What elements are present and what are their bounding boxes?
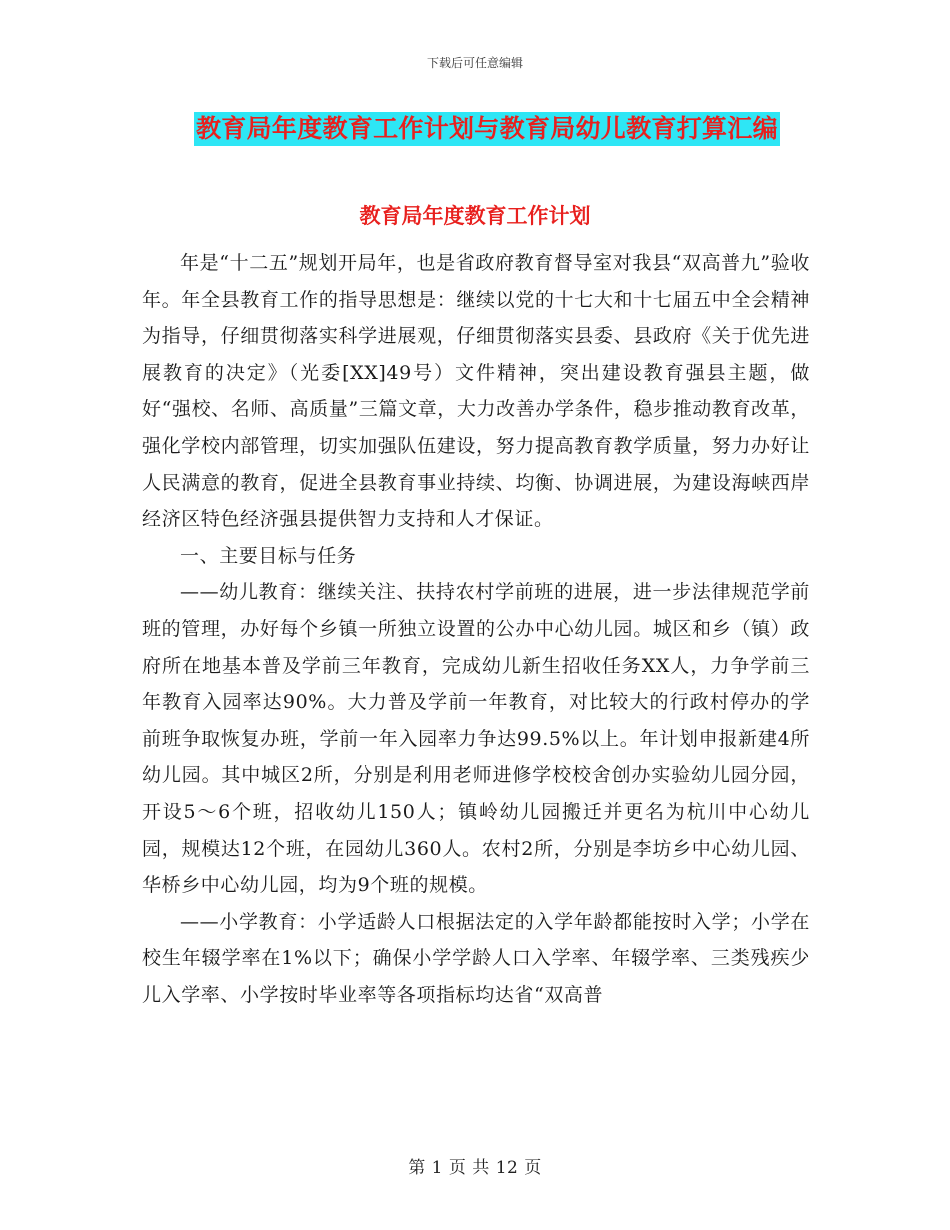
paragraph-primary: ——小学教育：小学适龄人口根据法定的入学年龄都能按时入学；小学在校生年辍学率在1%以下；确保小学学龄人口入学率、年辍学率、三类残疾少儿入学率、小学按时毕业率等各项指标均达省“双高普 xyxy=(142,910,810,1006)
page-header-note: 下载后可任意编辑 xyxy=(426,56,523,70)
paragraph-heading-goals: 一、主要目标与任务 xyxy=(180,544,357,567)
paragraph-preschool: ——幼儿教育：继续关注、扶持农村学前班的进展，进一步法律规范学前班的管理，办好每个乡镇一所独立设置的公办中心幼儿园。城区和乡（镇）政府所在地基本普及学前三年教育，完成幼儿新生招收任务XX人，力争学前三年教育入园率达90%。大力普及学前一年教育，对比较大的行政村停办的学前班争取恢复办班，学前一年入园率力争达99.5%以上。年计划申报新建4所幼儿园。其中城区2所，分别是利用老师进修学校校舍创办实验幼儿园分园，开设5～6个班，招收幼儿150人；镇岭幼儿园搬迁并更名为杭川中心幼儿园，规模达12个班，在园幼儿360人。农村2所，分别是李坊乡中心幼儿园、华桥乡中心幼儿园，均为9个班的规模。 xyxy=(142,581,810,897)
section-title: 教育局年度教育工作计划 xyxy=(359,203,591,228)
page-footer: 第 1 页 共 12 页 xyxy=(408,1158,542,1178)
document-body xyxy=(142,245,810,1013)
paragraph-intro: 年是“十二五”规划开局年，也是省政府教育督导室对我县“双高普九”验收年。年全县教育工作的指导思想是：继续以党的十七大和十七届五中全会精神为指导，仔细贯彻落实科学进展观，仔细贯彻落实县委、县政府《关于优先进展教育的决定》（光委[XX]49号）文件精神，突出建设教育强县主题，做好“强校、名师、高质量”三篇文章，大力改善办学条件，稳步推动教育改革，强化学校内部管理，切实加强队伍建设，努力提高教育教学质量，努力办好让人民满意的教育，促进全县教育事业持续、均衡、协调进展，为建设海峡西岸经济区特色经济强县提供智力支持和人才保证。 xyxy=(142,252,810,531)
document-title: 教育局年度教育工作计划与教育局幼儿教育打算汇编 xyxy=(194,112,780,146)
